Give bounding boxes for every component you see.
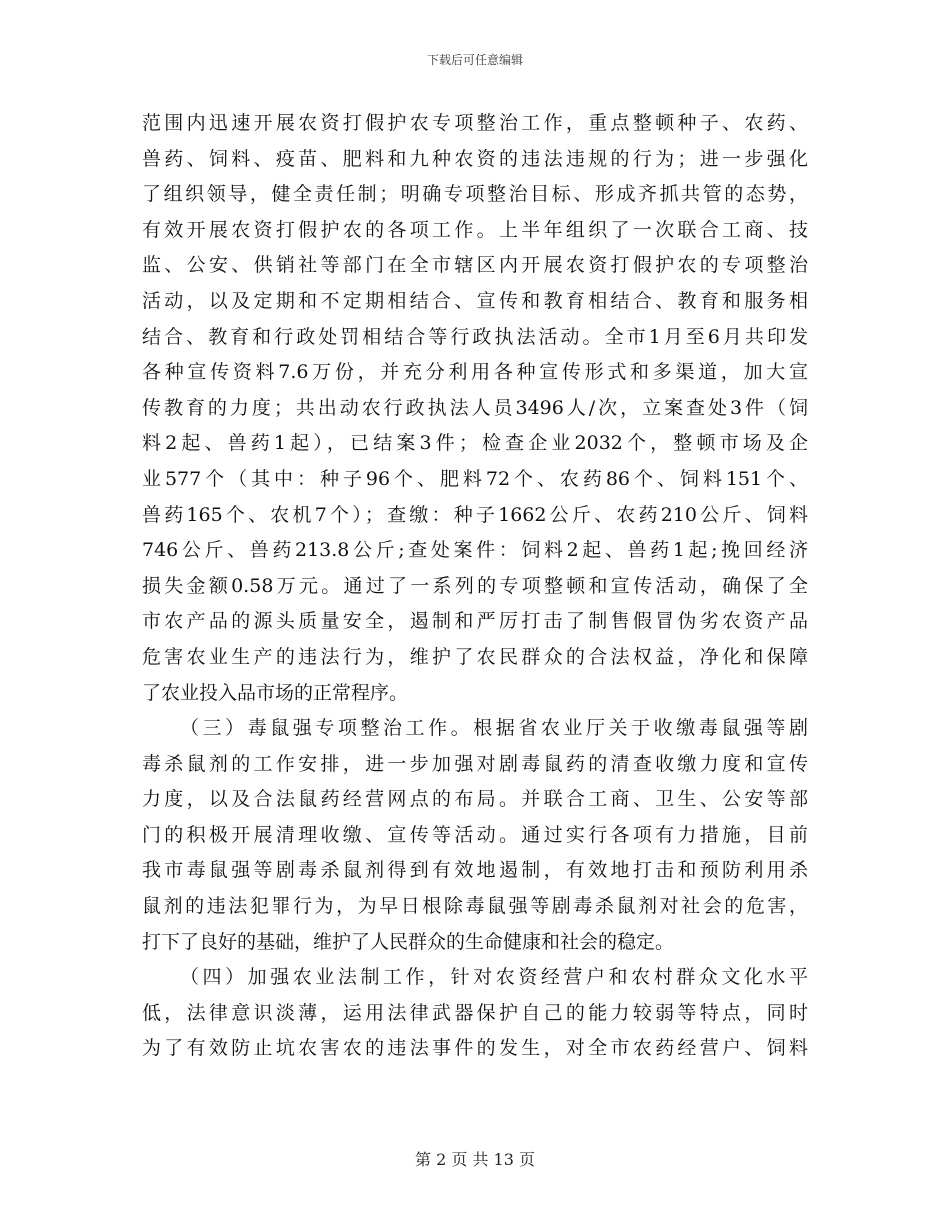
body-text-line: 范围内迅速开展农资打假护农专项整治工作，重点整顿种子、农药、 [142, 112, 808, 134]
body-text-line: 活动，以及定期和不定期相结合、宣传和教育相结合、教育和服务相 [142, 289, 808, 312]
body-text-line: 监、公安、供销社等部门在全市辖区内开展农资打假护农的专项整治 [142, 254, 808, 277]
body-text-line: 有效开展农资打假护农的各项工作。上半年组织了一次联合工商、技 [142, 218, 808, 241]
body-text-line: 各种宣传资料7.6万份，并充分利用各种宣传形式和多渠道，加大宣 [142, 361, 808, 384]
body-text-line: （四）加强农业法制工作，针对农资经营户和农村群众文化水平 [180, 966, 808, 989]
body-text-line: 了组织领导，健全责任制；明确专项整治目标、形成齐抓共管的态势， [142, 183, 808, 206]
body-text-line: 危害农业生产的违法行为，维护了农民群众的合法权益，净化和保障 [142, 645, 808, 668]
body-text-line: 门的积极开展清理收缴、宣传等活动。通过实行各项有力措施，目前 [142, 823, 808, 846]
body-text-line: 打下了良好的基础，维护了人民群众的生命健康和社会的稳定。 [142, 930, 675, 953]
body-text-line: 业577个（其中：种子96个、肥料72个、农药86个、饲料151个、 [142, 467, 808, 490]
body-text-line: 低，法律意识淡薄，运用法律武器保护自己的能力较弱等特点，同时 [142, 1001, 808, 1024]
body-text-line: 结合、教育和行政处罚相结合等行政执法活动。全市1月至6月共印发 [142, 325, 808, 348]
body-text-line: 鼠剂的违法犯罪行为，为早日根除毒鼠强等剧毒杀鼠剂对社会的危害， [142, 895, 808, 918]
body-text-line: 为了有效防止坑农害农的违法事件的发生，对全市农药经营户、饲料 [142, 1037, 808, 1060]
page-number-footer: 第 2 页 共 13 页 [415, 1150, 535, 1169]
body-text-line: 传教育的力度；共出动农行政执法人员3496人/次，立案查处3件（饲 [142, 396, 808, 419]
body-text-line: 市农产品的源头质量安全，遏制和严厉打击了制售假冒伪劣农资产品 [142, 610, 808, 633]
body-text-line: 兽药165个、农机7个）；查缴：种子1662公斤、农药210公斤、饲料 [142, 503, 808, 526]
body-text-line: 力度，以及合法鼠药经营网点的布局。并联合工商、卫生、公安等部 [142, 788, 808, 811]
body-text-line: 兽药、饲料、疫苗、肥料和九种农资的违法违规的行为；进一步强化 [142, 147, 808, 170]
body-text-line: 了农业投入品市场的正常程序。 [142, 681, 409, 704]
page-header: 下载后可任意编辑 [426, 53, 523, 67]
body-text-line: （三）毒鼠强专项整治工作。根据省农业厅关于收缴毒鼠强等剧 [180, 717, 808, 740]
body-text-line: 我市毒鼠强等剧毒杀鼠剂得到有效地遏制，有效地打击和预防利用杀 [142, 859, 808, 882]
body-text-line: 746公斤、兽药213.8公斤;查处案件：饲料2起、兽药1起;挽回经济 [142, 539, 808, 562]
body-text-line: 损失金额0.58万元。通过了一系列的专项整顿和宣传活动，确保了全 [142, 574, 808, 597]
body-text-line: 毒杀鼠剂的工作安排，进一步加强对剧毒鼠药的清查收缴力度和宣传 [142, 752, 808, 775]
body-text-line: 料2起、兽药1起），已结案3件；检查企业2032个，整顿市场及企 [142, 432, 808, 455]
document-body [142, 106, 808, 1067]
